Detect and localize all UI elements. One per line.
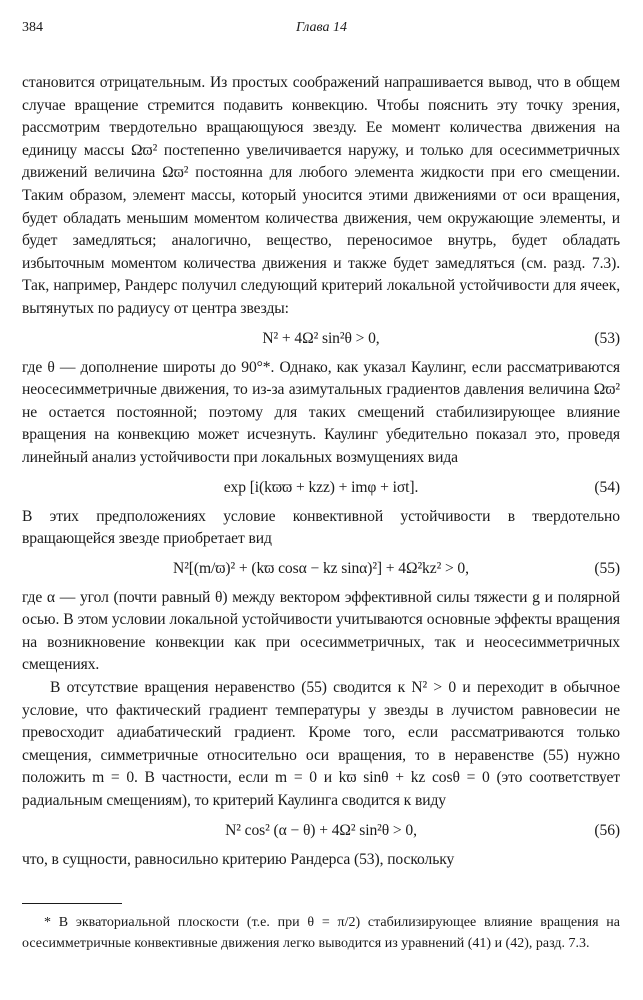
equation-number: (54) [594, 478, 620, 496]
main-text [22, 72, 620, 871]
paragraph: В этих предположениях условие конвективной устойчивости в твердотельно вращающейся звезде приобретает вид [22, 507, 620, 548]
equation-body: N² cos² (α − θ) + 4Ω² sin²θ > 0, [225, 821, 417, 839]
equation-number: (53) [594, 329, 620, 347]
equation-55 [22, 551, 620, 587]
equation-53 [22, 321, 620, 357]
equation-54 [22, 470, 620, 506]
chapter-title: Глава 14 [296, 20, 347, 35]
footnote [22, 912, 620, 954]
paragraph: что, в сущности, равносильно критерию Рандерса (53), поскольку [22, 850, 455, 868]
equation-number: (55) [594, 559, 620, 577]
paragraph: где θ — дополнение широты до 90°*. Однако, как указал Каулинг, если рассматриваются неосесимметричные движения, то из-за азимутальных градиентов давления величина Ωϖ² не остается постоянной; поэтому для таких смещений стабилизирующее влияние вращения на конвекцию может исчезнуть. Каулинг убедительно показал это, проведя линейный анализ устойчивости при локальных возмущениях вида [22, 358, 620, 466]
equation-body: N² + 4Ω² sin²θ > 0, [262, 329, 380, 347]
paragraph: где α — угол (почти равный θ) между вектором эффективной силы тяжести g и полярной осью. В этом условии локальной устойчивости учитываются основные эффекты вращения на возникновение конвекции как при осесимметричных, так и неосесимметричных смещениях. [22, 588, 620, 674]
paragraph: становится отрицательным. Из простых соображений напрашивается вывод, что в общем случае вращение стремится подавить конвекцию. Чтобы пояснить эту точку зрения, рассмотрим твердотельно вращающуюся звезду. Ее момент количества движения на единицу массы Ωϖ² постепенно увеличивается наружу, и только для осесимметричных движений величина Ωϖ² постоянна для любого элемента жидкости при его смещении. Таким образом, элемент массы, который уносится этими движениями от оси вращения, будет обладать меньшим моментом количества движения, чем окружающие элементы, и будет замедляться; аналогично, вещество, переносимое внутрь, будет обладать избыточным моментом количества движения и также будет замедляться (см. разд. 7.3). Так, например, Рандерс получил следующий критерий локальной устойчивости для ячеек, вытянутых по радиусу от центра звезды: [22, 74, 620, 317]
page-number: 384 [22, 20, 43, 35]
page-header [22, 20, 621, 40]
equation-number: (56) [594, 821, 620, 839]
equation-56 [22, 813, 620, 849]
equation-body: N²[(m/ϖ)² + (kϖ cosα − kz sinα)²] + 4Ω²kz² > 0, [173, 559, 469, 577]
footnote-text: * В экваториальной плоскости (т.е. при θ = π/2) стабилизирующее влияние вращения на осесимметричные конвективные движения легко выводится из уравнений (41) и (42), разд. 7.3. [22, 915, 620, 951]
footnote-divider [22, 903, 122, 904]
paragraph: В отсутствие вращения неравенство (55) сводится к N² > 0 и переходит в обычное условие, что фактический градиент температуры у звезды в лучистом равновесии не превосходит адиабатический градиент. Кроме того, если рассматриваются только смещения, симметричные относительно оси вращения, то в неравенстве (55) нужно положить m = 0. В частности, если m = 0 и kϖ sinθ + kz cosθ = 0 (это соответствует радиальным смещениям), то критерий Каулинга сводится к виду [22, 679, 620, 810]
equation-body: exp [i(kϖϖ + kzz) + imφ + iσt]. [223, 478, 419, 496]
